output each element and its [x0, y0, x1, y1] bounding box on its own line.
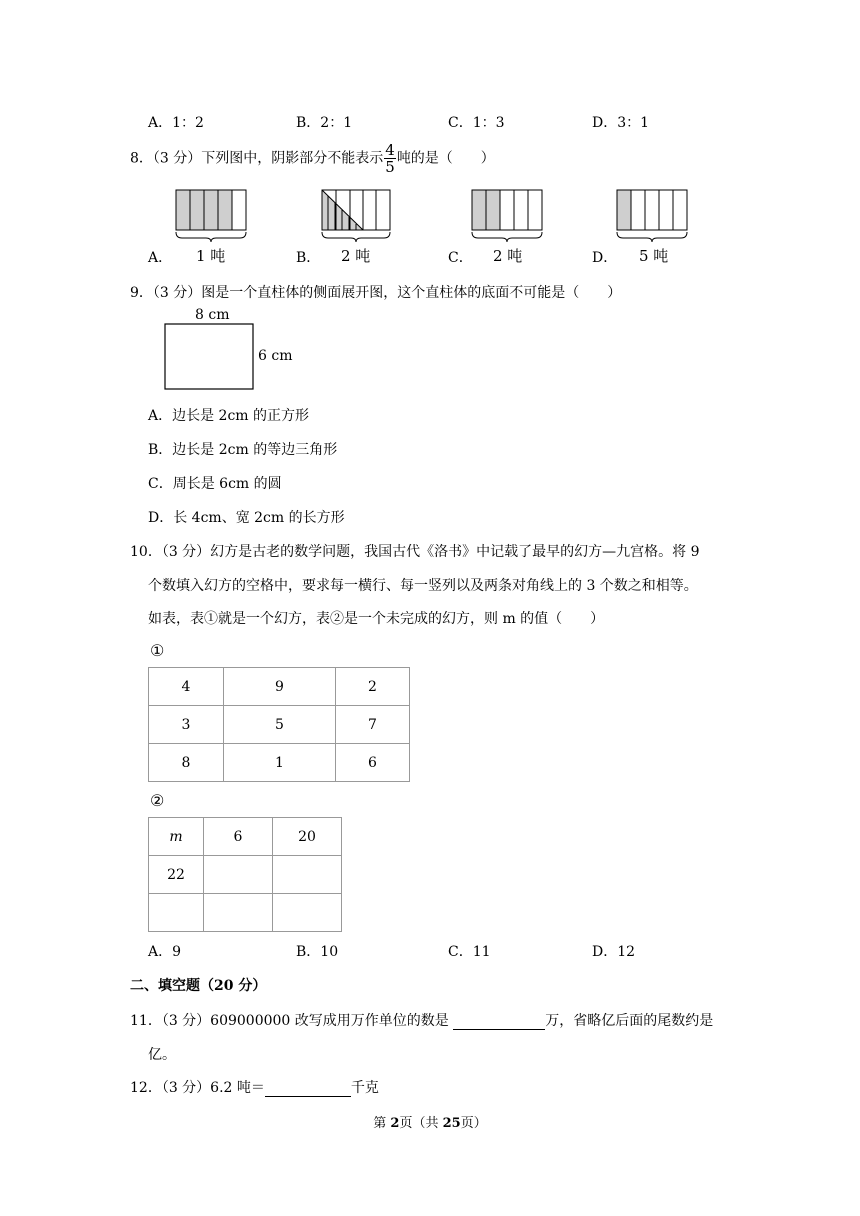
footer-a: 第 [373, 1116, 391, 1131]
t2-cell: 6 [204, 818, 273, 856]
q8-letter-d: D． [592, 250, 618, 266]
q8-stem [130, 142, 495, 175]
q8-letter-a: A． [148, 250, 173, 266]
t1-cell: 4 [149, 668, 224, 706]
q10-option-a: A．9 [148, 944, 182, 960]
q8-brace-label-b: 2 吨 [341, 247, 371, 265]
t1-cell: 3 [149, 706, 224, 744]
q9-option-a: A．边长是 2cm 的正方形 [148, 408, 310, 424]
q11-text-a: 11．（3 分）609000000 改写成用万作单位的数是 [130, 1013, 454, 1029]
section-heading: 二、填空题（20 分） [130, 978, 267, 994]
magic-square-table-1 [148, 667, 410, 782]
q10-circle-1: ① [204, 611, 218, 627]
q10-line3-b: 就是一个幻方，表 [218, 611, 330, 627]
q7-option-d: D．3：1 [592, 115, 650, 131]
t2-cell [273, 856, 342, 894]
q10-line3 [148, 608, 604, 628]
q9-option-b: B．边长是 2cm 的等边三角形 [148, 442, 338, 458]
q10-line2: 个数填入幻方的空格中，要求每一横行、每一竖列以及两条对角线上的 3 个数之和相等。 [148, 578, 698, 594]
q8-letter-c: C． [448, 250, 473, 266]
q10-option-c: C．11 [448, 944, 491, 960]
q9-option-d: D．长 4cm、宽 2cm 的长方形 [148, 510, 345, 526]
t1-cell: 7 [336, 706, 410, 744]
q9-width-label: 8 cm [195, 307, 230, 323]
q8-brace-label-c: 2 吨 [493, 247, 523, 265]
t2-cell [204, 856, 273, 894]
t2-cell [204, 894, 273, 932]
q11-line1 [130, 1010, 713, 1030]
q9-rectangle [162, 322, 256, 392]
t1-cell: 5 [224, 706, 336, 744]
t2-cell: m [149, 818, 204, 856]
q8-frac-den: 5 [385, 158, 395, 176]
t2-cell: 20 [273, 818, 342, 856]
magic-square-table-2 [148, 817, 342, 932]
q12-text-b: 千克 [350, 1080, 379, 1096]
footer-total: 25 [442, 1116, 461, 1131]
q12-text-a: 12．（3 分）6.2 吨＝ [130, 1080, 265, 1096]
table2-label: ② [150, 791, 165, 810]
q8-brace-label-a: 1 吨 [196, 247, 226, 265]
q8-suffix: 吨的是（ ） [396, 150, 495, 167]
t1-cell: 9 [224, 668, 336, 706]
footer-b: 页（共 [399, 1116, 443, 1131]
footer-page: 2 [390, 1116, 400, 1131]
q10-line3-a: 如表，表 [148, 611, 204, 627]
q10-option-d: D．12 [592, 944, 636, 960]
q10-circle-2: ② [330, 611, 344, 627]
q12-answer-blank[interactable] [265, 1080, 351, 1097]
q7-option-b: B．2：1 [296, 115, 353, 131]
q9-option-c: C．周长是 6cm 的圆 [148, 476, 282, 492]
t1-cell: 8 [149, 744, 224, 782]
q11-answer-blank-1[interactable] [453, 1013, 545, 1030]
q7-option-c: C．1：3 [448, 115, 505, 131]
footer-c: 页） [460, 1116, 487, 1131]
q8-frac-num: 4 [385, 141, 395, 159]
q10-option-b: B．10 [296, 944, 339, 960]
t2-cell: 22 [149, 856, 204, 894]
q8-prefix: 8．（3 分）下列图中，阴影部分不能表示 [130, 150, 384, 167]
t1-cell: 2 [336, 668, 410, 706]
table1-label: ① [150, 641, 165, 660]
q7-option-a: A．1：2 [148, 115, 204, 131]
q10-line3-c: 是一个未完成的幻方，则 m 的值（ ） [344, 611, 605, 627]
q12-line [130, 1077, 379, 1097]
t2-cell [149, 894, 204, 932]
q8-fraction [384, 142, 396, 175]
t1-cell: 6 [336, 744, 410, 782]
q8-letter-b: B． [296, 250, 321, 266]
q10-line1: 10．（3 分）幻方是古老的数学问题，我国古代《洛书》中记载了最早的幻方—九宫格。将 9 [130, 544, 700, 560]
q9-stem: 9．（3 分）图是一个直柱体的侧面展开图，这个直柱体的底面不可能是（ ） [130, 285, 622, 301]
q11-text-b: 万，省略亿后面的尾数约是 [545, 1013, 714, 1029]
t1-cell: 1 [224, 744, 336, 782]
q9-height-label: 6 cm [258, 348, 293, 364]
q11-text-c: 亿。 [148, 1047, 176, 1063]
q8-brace-label-d: 5 吨 [639, 247, 669, 265]
page-footer [0, 1112, 860, 1131]
t2-cell [273, 894, 342, 932]
